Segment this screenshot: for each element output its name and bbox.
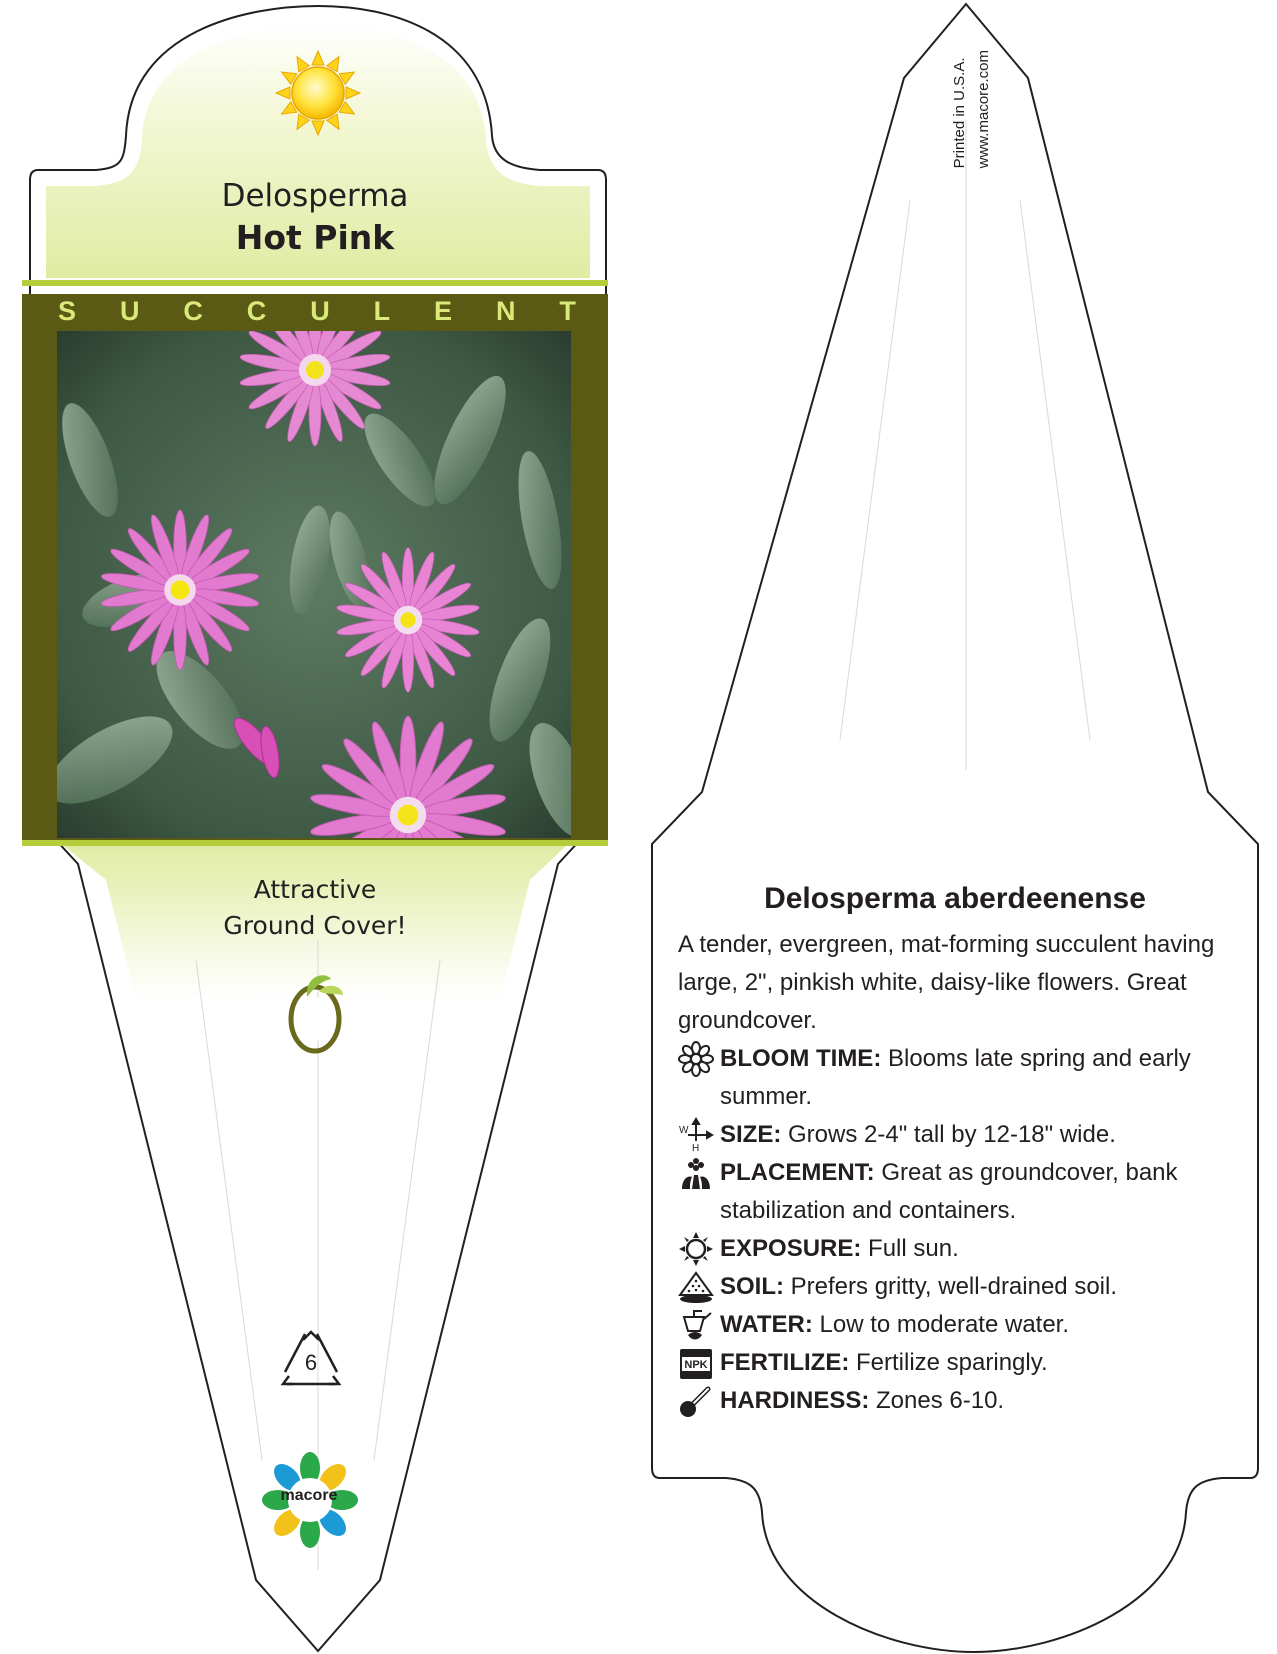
website: www.macore.com <box>975 50 992 169</box>
attr-fertilize <box>678 1344 1228 1382</box>
attr-label: SIZE: <box>720 1121 782 1148</box>
size-icon-w: W <box>679 1125 689 1136</box>
category-letter: T <box>559 296 576 326</box>
npk-icon <box>678 1345 714 1381</box>
attr-text: Full sun. <box>861 1235 959 1262</box>
attr-label: SOIL: <box>720 1273 784 1300</box>
attr-label: EXPOSURE: <box>720 1235 862 1262</box>
size-icon <box>678 1117 714 1153</box>
npk-text: NPK <box>684 1359 708 1371</box>
flower-icon <box>678 1041 714 1077</box>
care-info <box>678 926 1228 1420</box>
botanical-name: Delosperma aberdeenense <box>764 882 1146 915</box>
category-letter: S <box>58 296 77 326</box>
attr-text: Great as groundcover, bank stabilization and containers. <box>720 1159 1178 1224</box>
attr-soil <box>678 1268 1228 1306</box>
attr-text: Blooms late spring and early summer. <box>720 1045 1191 1110</box>
attr-exposure <box>678 1230 1228 1268</box>
attr-size <box>678 1116 1228 1154</box>
recycle-code: 6 <box>304 1350 318 1375</box>
exposure-sun-icon <box>678 1231 714 1267</box>
tagline-line-2: Ground Cover! <box>223 911 407 940</box>
category-letter: U <box>310 296 330 326</box>
description: A tender, evergreen, mat-forming succulent having large, 2", pinkish white, daisy-like flowers. Great groundcover. <box>678 931 1215 1034</box>
attr-label: WATER: <box>720 1311 813 1338</box>
attr-text: Prefers gritty, well-drained soil. <box>784 1273 1117 1300</box>
category-letter: L <box>373 296 391 326</box>
category-letter: N <box>495 296 516 326</box>
category-letter: U <box>119 296 140 326</box>
attr-text: Fertilize sparingly. <box>849 1349 1048 1376</box>
attr-placement <box>678 1154 1228 1230</box>
printed-info <box>948 50 996 168</box>
plant-cultivar: Hot Pink <box>235 218 395 257</box>
thermometer-icon <box>678 1383 714 1419</box>
category-letter: E <box>434 296 453 326</box>
attr-text: Low to moderate water. <box>812 1311 1070 1338</box>
category-label <box>22 296 608 330</box>
plant-genus: Delosperma <box>221 178 409 214</box>
tagline-line-1: Attractive <box>253 875 377 904</box>
attr-bloom-time <box>678 1040 1228 1116</box>
attr-hardiness <box>678 1382 1228 1420</box>
tagline <box>150 872 480 944</box>
printed-in: Printed in U.S.A. <box>951 57 968 169</box>
attr-label: BLOOM TIME: <box>720 1045 882 1072</box>
attr-text: Grows 2-4" tall by 12-18" wide. <box>781 1121 1116 1148</box>
brand-name: macore <box>280 1487 338 1504</box>
size-icon-h: H <box>692 1143 700 1153</box>
attr-text: Zones 6-10. <box>869 1387 1005 1414</box>
attr-label: HARDINESS: <box>720 1387 870 1414</box>
placement-icon <box>678 1155 714 1191</box>
soil-icon <box>678 1269 714 1305</box>
category-letter: C <box>246 296 267 326</box>
category-letter: C <box>183 296 203 326</box>
attr-label: PLACEMENT: <box>720 1159 875 1186</box>
watering-can-icon <box>678 1307 714 1343</box>
attr-label: FERTILIZE: <box>720 1349 850 1376</box>
attr-water <box>678 1306 1228 1344</box>
